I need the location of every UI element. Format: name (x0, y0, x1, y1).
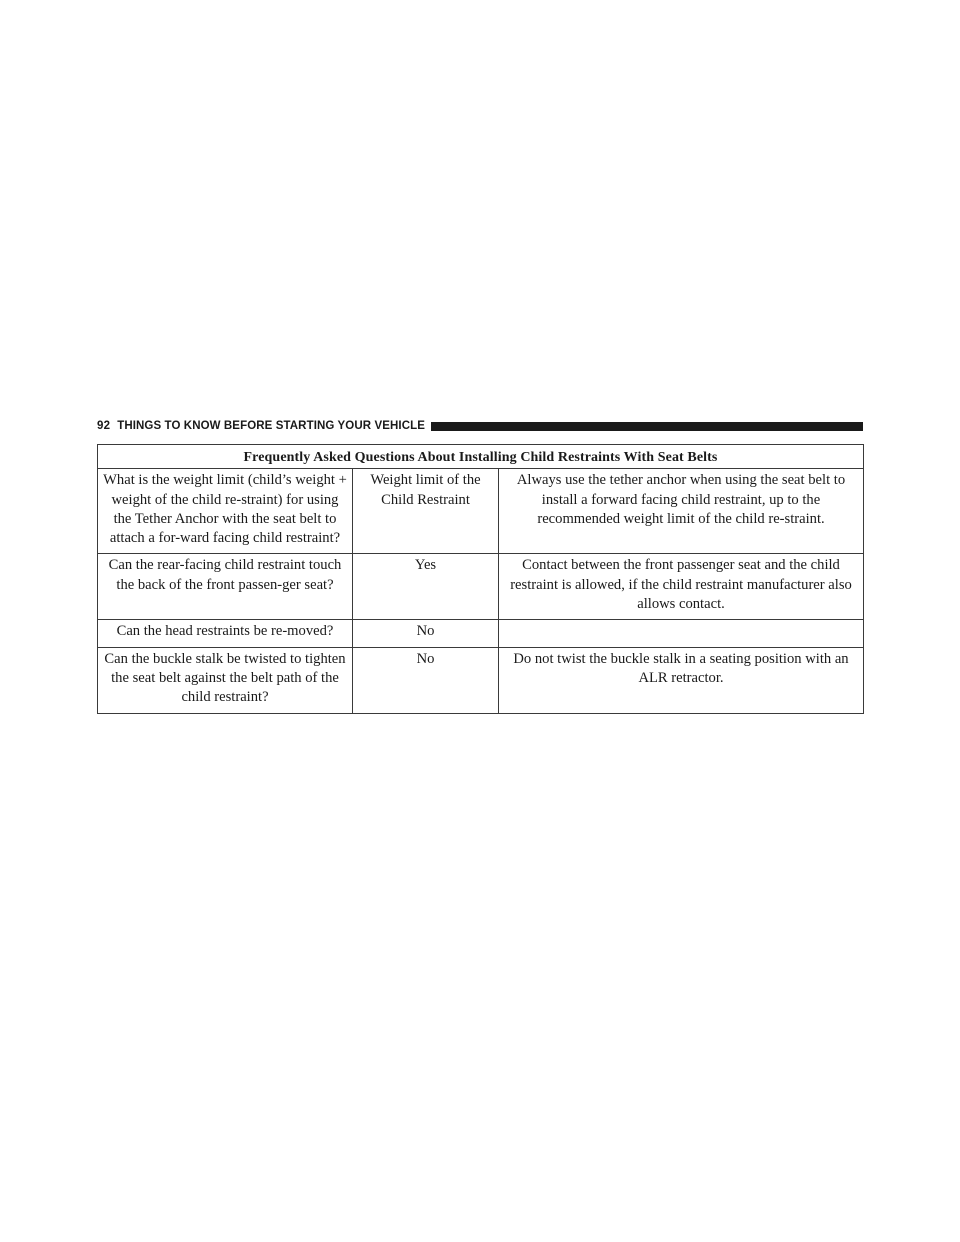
note-cell: Always use the tether anchor when using the seat belt to install a forward facing child restraint, up to the recommended weight limit of the child re-straint. (499, 469, 864, 554)
page-number: 92 (97, 420, 111, 432)
answer-cell: Weight limit of the Child Restraint (353, 469, 499, 554)
section-title: THINGS TO KNOW BEFORE STARTING YOUR VEHICLE (117, 420, 425, 432)
table-row (98, 554, 864, 620)
answer-cell: No (353, 620, 499, 647)
question-cell: Can the buckle stalk be twisted to tighten the seat belt against the belt path of the child restraint? (98, 647, 353, 713)
table-title-row (98, 445, 864, 469)
question-cell: Can the rear-facing child restraint touch the back of the front passen-ger seat? (98, 554, 353, 620)
answer-cell: Yes (353, 554, 499, 620)
question-cell: Can the head restraints be re-moved? (98, 620, 353, 647)
note-cell (499, 620, 864, 647)
table-row (98, 469, 864, 554)
note-cell: Contact between the front passenger seat and the child restraint is allowed, if the child restraint manufacturer also allows contact. (499, 554, 864, 620)
faq-table (97, 444, 864, 714)
table-row (98, 620, 864, 647)
page-header (97, 418, 863, 434)
answer-cell: No (353, 647, 499, 713)
question-cell: What is the weight limit (child’s weight + weight of the child re-straint) for using the Tether Anchor with the seat belt to attach a for-ward facing child restraint? (98, 469, 353, 554)
table-row (98, 647, 864, 713)
note-cell: Do not twist the buckle stalk in a seating position with an ALR retractor. (499, 647, 864, 713)
table-title: Frequently Asked Questions About Installing Child Restraints With Seat Belts (98, 445, 864, 469)
header-rule (431, 422, 863, 431)
